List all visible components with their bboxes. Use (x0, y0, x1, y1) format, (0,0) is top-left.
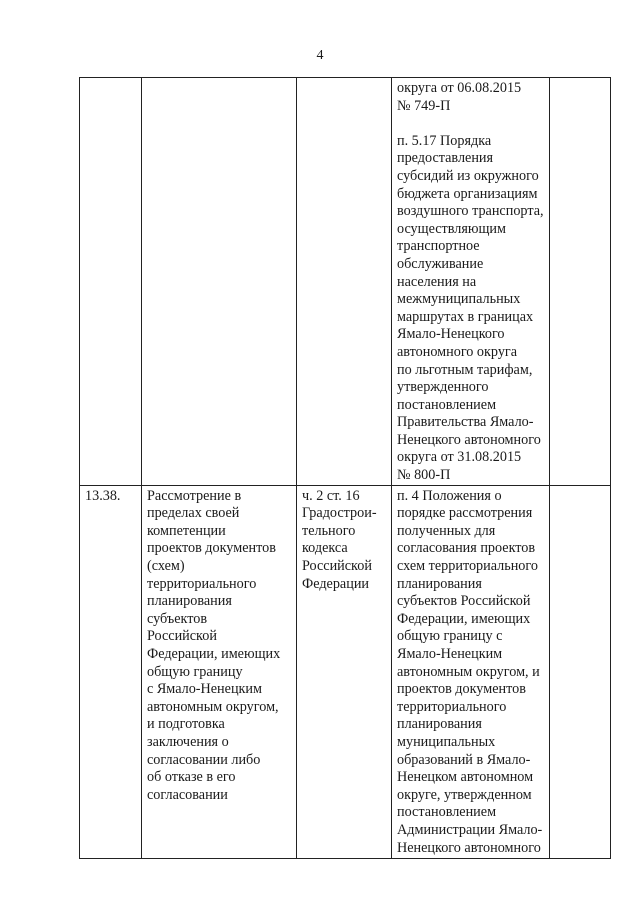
page-number: 4 (316, 48, 324, 63)
table-row (80, 78, 611, 486)
cell-item-number (80, 78, 142, 486)
cell-extra (550, 485, 611, 858)
cell-regional-act: п. 4 Положения о порядке рассмотрения полученных для согласования проектов схем территориального планирования субъектов Российской Федерации, имеющих общую границу с Ямало-Ненецким автономным округом, и проектов документов территориального планирования муниципальных образований в Ямало- Ненецком автономном округе, утвержденном постановлением Администрации Ямало- Ненецкого автономного (392, 485, 550, 858)
regulation-table (79, 77, 611, 859)
cell-item-number: 13.38. (80, 485, 142, 858)
cell-legal-basis: ч. 2 ст. 16 Градострои- тельного кодекса Российской Федерации (297, 485, 392, 858)
cell-authority-description (142, 78, 297, 486)
table-row (80, 485, 611, 858)
cell-extra (550, 78, 611, 486)
cell-legal-basis (297, 78, 392, 486)
cell-regional-act: округа от 06.08.2015 № 749-П п. 5.17 Порядка предоставления субсидий из окружного бюджета организациям воздушного транспорта, осуществляющим транспортное обслуживание населения на межмуниципальных маршрутах в границах Ямало-Ненецкого автономного округа по льготным тарифам, утвержденного постановлением Правительства Ямало- Ненецкого автономного округа от 31.08.2015 № 800-П (392, 78, 550, 486)
cell-authority-description: Рассмотрение в пределах своей компетенции проектов документов (схем) территориального планирования субъектов Российской Федерации, имеющих общую границу с Ямало-Ненецким автономным округом, и подготовка заключения о согласовании либо об отказе в его согласовании (142, 485, 297, 858)
